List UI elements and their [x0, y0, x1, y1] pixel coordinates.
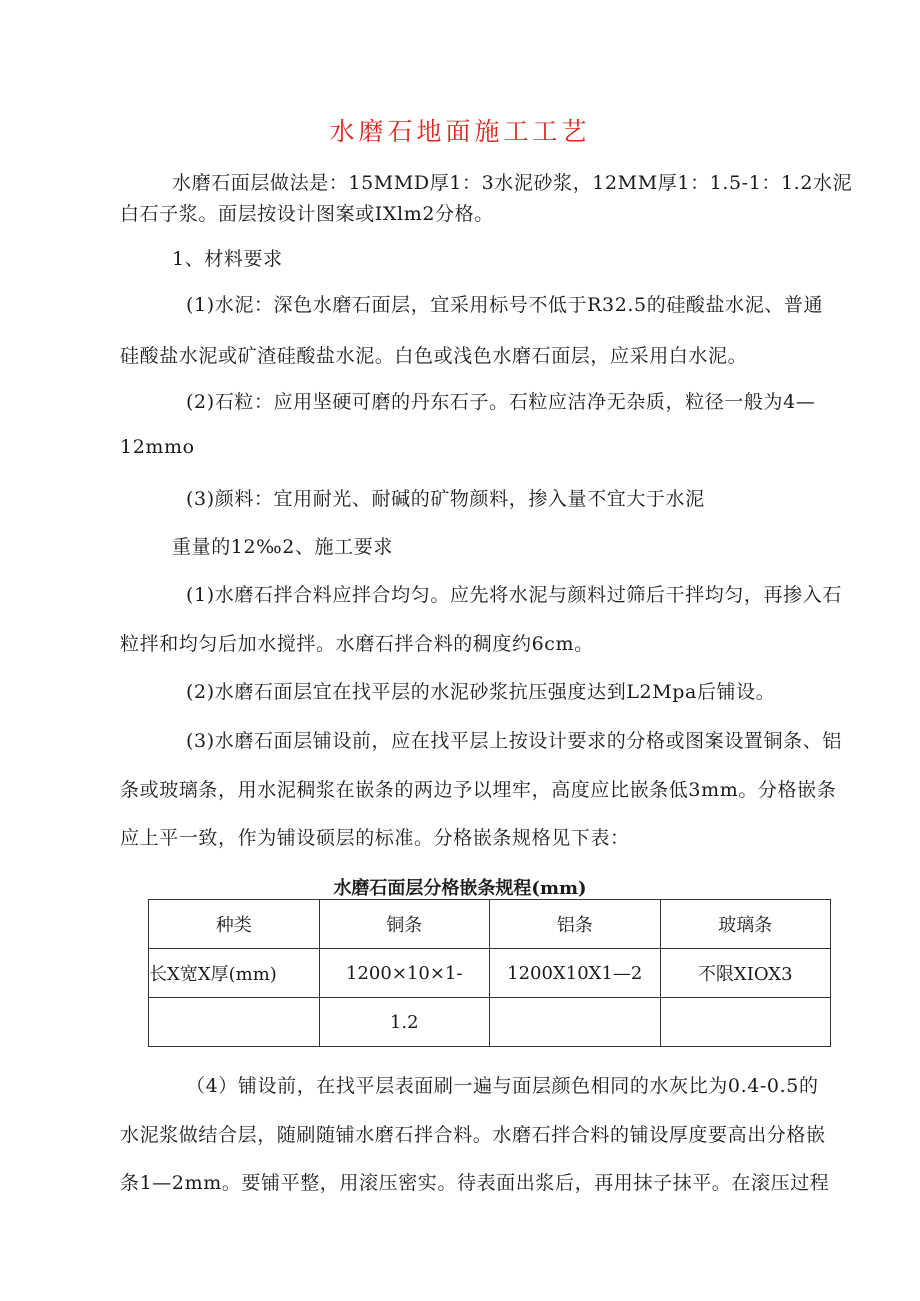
paragraph-line: 12mmo	[120, 436, 195, 458]
paragraph-line: （4）铺设前，在找平层表面刷一遍与面层颜色相同的水灰比为0.4-0.5的	[186, 1075, 819, 1097]
paragraph-line: 水泥浆做结合层，随刷随铺水磨石拌合料。水磨石拌合料的铺设厚度要高出分格嵌	[120, 1124, 826, 1146]
table-row	[149, 998, 831, 1047]
paragraph-line: 重量的12‰2、施工要求	[172, 536, 393, 558]
paragraph-line: 水磨石面层做法是：15MMD厚1：3水泥砂浆，12MM厚1：1.5-1：1.2水泥	[172, 172, 853, 194]
table-cell: 不限XIOX3	[660, 949, 831, 998]
paragraph-line: 条1—2mm。要铺平整，用滚压密实。待表面出浆后，再用抹子抹平。在滚压过程	[120, 1172, 830, 1194]
paragraph-line: (1)水磨石拌合料应拌合均匀。应先将水泥与颜料过筛后干拌均匀，再掺入石	[186, 584, 842, 606]
table-cell	[149, 998, 320, 1047]
paragraph-line: 硅酸盐水泥或矿渣硅酸盐水泥。白色或浅色水磨石面层，应采用白水泥。	[120, 345, 748, 367]
spec-table	[148, 899, 831, 1047]
table-header-cell: 种类	[149, 900, 320, 949]
paragraph-line: 粒拌和均匀后加水搅拌。水磨石拌合料的稠度约6cm。	[120, 633, 594, 655]
table-header-cell: 玻璃条	[660, 900, 831, 949]
section-heading: 1、材料要求	[172, 248, 283, 270]
table-caption: 水磨石面层分格嵌条规程(mm)	[333, 878, 587, 899]
paragraph-line: (3)颜料：宜用耐光、耐碱的矿物颜料，掺入量不宜大于水泥	[186, 488, 705, 510]
table-cell: 1200×10×1-	[319, 949, 490, 998]
table-row	[149, 949, 831, 998]
paragraph-line: 白石子浆。面层按设计图案或IXlm2分格。	[120, 203, 494, 225]
table-header-cell: 铝条	[490, 900, 661, 949]
paragraph-line: 应上平一致，作为铺设硕层的标准。分格嵌条规格见下表：	[120, 827, 630, 849]
paragraph-line: 条或玻璃条，用水泥稠浆在嵌条的两边予以埋牢，高度应比嵌条低3mm。分格嵌条	[120, 779, 837, 801]
paragraph-line: (2)石粒：应用坚硬可磨的丹东石子。石粒应洁净无杂质，粒径一般为4—	[186, 391, 816, 413]
table-header-row	[149, 900, 831, 949]
table-cell	[490, 998, 661, 1047]
table-cell: 1200X10X1—2	[490, 949, 661, 998]
table-cell: 1.2	[319, 998, 490, 1047]
paragraph-line: (2)水磨石面层宜在找平层的水泥砂浆抗压强度达到L2Mpa后铺设。	[186, 681, 776, 703]
table-cell: 长X宽X厚(mm)	[149, 949, 320, 998]
table-cell	[660, 998, 831, 1047]
paragraph-line: (3)水磨石面层铺设前，应在找平层上按设计要求的分格或图案设置铜条、铝	[186, 730, 842, 752]
table-header-cell: 铜条	[319, 900, 490, 949]
document-title: 水磨石地面施工工艺	[329, 117, 591, 146]
paragraph-line: (1)水泥：深色水磨石面层，宜采用标号不低于R32.5的硅酸盐水泥、普通	[186, 294, 824, 316]
